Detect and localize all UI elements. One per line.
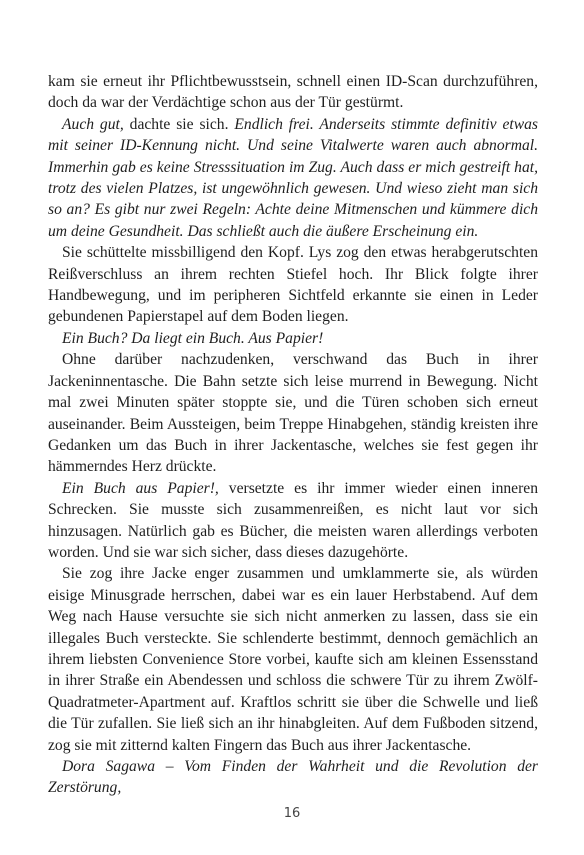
text-span: kam sie erneut ihr Pflichtbewusstsein, schnell einen ID-Scan durchzuführen, doch da war der Verdächtige schon aus der Tür gestürmt. <box>48 73 538 112</box>
italic-text: Endlich frei. Anderseits stimmte definitiv etwas mit seiner ID-Kennung nicht. Und seine Vitalwerte waren auch abnormal. Immerhin gab es keine Stresssituation im Zug. Auch dass er mich gestreift hat, trotz des vielen Platzes, ist ungewöhnlich gewesen. Und wieso zieht man sich so an? Es gibt nur zwei Regeln: Achte deine Mitmenschen und kümmere dich um deine Gesundheit. Das schließt auch die äußere Erscheinung ein. <box>48 115 538 240</box>
paragraph <box>48 349 538 477</box>
paragraph <box>48 756 538 799</box>
italic-text: Ein Buch aus Papier!, <box>62 479 219 497</box>
text-span: dachte sie sich. <box>123 115 235 133</box>
page-number: 16 <box>283 806 301 821</box>
italic-text: Auch gut, <box>62 115 124 133</box>
italic-text: Ein Buch? Da liegt ein Buch. Aus Papier! <box>62 329 324 347</box>
paragraph <box>48 328 538 349</box>
text-span: Sie zog ihre Jacke enger zusammen und umklammerte sie, als würden eisige Minusgrade herrschen, dabei war es ein lauer Herbstabend. Auf dem Weg nach Hause versuchte sie sich nicht anmerken zu lassen, dass sie ein illegales Buch versteckte. Sie schlenderte bestimmt, dennoch gemächlich an ihrem liebsten Convenience Store vorbei, kaufte sich am kleinen Essensstand in ihrer Straße ein Abendessen und schloss die schwere Tür zu ihrem Zwölf-Quadratmeter-Apartment auf. Kraftlos schritt sie über die Schwelle und ließ die Tür zufallen. Sie ließ sich an ihr hinabgleiten. Auf dem Fußboden sitzend, zog sie mit zitternd kalten Fingern das Buch aus ihrer Jackentasche. <box>48 565 538 754</box>
paragraph <box>48 71 538 114</box>
text-span: Sie schüttelte missbilligend den Kopf. Lys zog den etwas herabgerutschten Reißverschluss an ihrem rechten Stiefel hoch. Ihr Blick folgte ihrer Handbewegung, und im peripheren Sichtfeld erkannte sie einen in Leder gebundenen Papierstapel auf dem Boden liegen. <box>48 244 538 326</box>
paragraph <box>48 114 538 242</box>
text-span: versetzte es ihr immer wieder einen inneren Schrecken. Sie musste sich zusammenreißen, es nicht laut vor sich hinzusagen. Natürlich gab es Bücher, die meisten waren allerdings verboten worden. Und sie war sich sicher, dass dieses dazugehörte. <box>48 479 538 561</box>
paragraph <box>48 563 538 756</box>
body-text <box>48 71 538 799</box>
paragraph <box>48 478 538 564</box>
text-span: Ohne darüber nachzudenken, verschwand das Buch in ihrer Jackeninnentasche. Die Bahn setzte sich leise murrend in Bewegung. Nicht mal zwei Minuten später stoppte sie, und die Türen schoben sich erneut auseinander. Beim Aussteigen, beim Treppe Hinabgehen, ständig kreisten ihre Gedanken um das Buch in ihrer Jackentasche, welches sie fest gegen ihr hämmerndes Herz drückte. <box>48 351 538 476</box>
paragraph <box>48 242 538 328</box>
italic-text: Dora Sagawa – Vom Finden der Wahrheit und die Revolution der Zerstörung, <box>48 758 538 797</box>
